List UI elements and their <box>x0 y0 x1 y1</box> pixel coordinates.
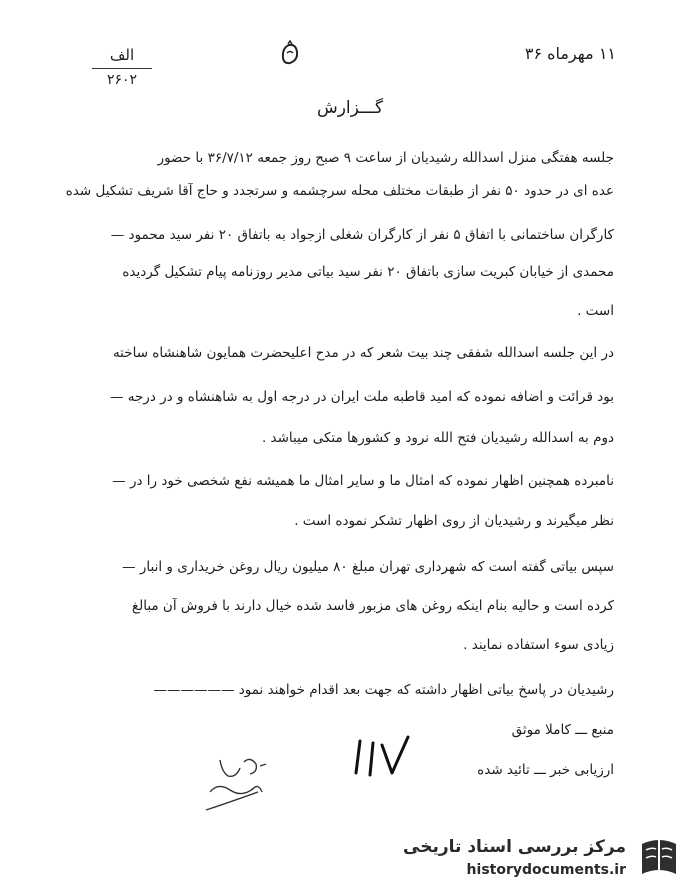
body-line: زیادی سوء استفاده نمایند . <box>463 637 614 653</box>
classification-rule <box>92 68 152 69</box>
body-line: است . <box>577 303 614 319</box>
body-line: سپس بیاتی گفته است که شهرداری تهران مبلغ ۸۰ میلیون ریال روغن خریداری و انبار — <box>122 559 614 575</box>
document-title: گـــزارش <box>316 98 384 118</box>
handwritten-number-signature <box>352 733 412 779</box>
body-line: نظر میگیرند و رشیدیان از روی اظهار تشکر نموده است . <box>294 513 614 529</box>
classification-block <box>92 46 152 88</box>
source-line: منبع ـــ کاملا موثق <box>511 722 614 738</box>
body-line: جلسه هفتگی منزل اسدالله رشیدیان از ساعت ۹ صبح روز جمعه ۳۶/۷/۱۲ با حضور <box>157 150 614 166</box>
body-line: نامبرده همچنین اظهار نموده که امثال ما و سایر امثال ما همیشه نفع شخصی خود را در — <box>112 473 614 489</box>
watermark-url: historydocuments.ir <box>466 862 626 878</box>
body-line: بود قرائت و اضافه نموده که امید قاطبه ملت ایران در درجه اول به شاهنشاه و در درجه — <box>109 389 614 405</box>
watermark-text <box>403 836 626 878</box>
evaluation-line: ارزیابی خبر ـــ تائید شده <box>477 762 614 778</box>
body-line: کارگران ساختمانی با اتفاق ۵ نفر از کارگران شغلی ازجواد به باتفاق ۲۰ نفر سید محمود — <box>110 227 614 243</box>
body-line: رشیدیان در پاسخ بیاتی اظهار داشته که جهت بعد اقدام خواهند نمود —————— <box>153 682 614 698</box>
emblem-icon <box>279 40 301 68</box>
body-line: در این جلسه اسدالله شفقی چند بیت شعر که در مدح اعلیحضرت همایون شاهنشاه ساخته <box>112 345 614 361</box>
body-line: کرده است و حالیه بنام اینکه روغن های مزبور فاسد شده خیال دارند با فروش آن مبالغ <box>131 598 614 614</box>
archive-logo-icon <box>634 834 684 884</box>
handwritten-initials <box>200 752 280 814</box>
document-date: ۱۱ مهرماه ۳۶ <box>524 44 616 63</box>
classification-letter: الف <box>109 46 135 64</box>
body-line: محمدی از خیابان کبریت سازی باتفاق ۲۰ نفر سید بیاتی مدیر روزنامه پیام تشکیل گردیده <box>122 264 614 280</box>
body-line: عده ای در حدود ۵۰ نفر از طبقات مختلف محله سرچشمه و سرتجدد و حاج آقا شریف تشکیل شده <box>65 183 614 199</box>
document-number: ۲۶۰۲ <box>106 72 138 88</box>
watermark-name: مرکز بررسی اسناد تاریخی <box>403 837 626 857</box>
body-line: دوم به اسدالله رشیدیان فتح الله نرود و کشورها متکی میباشد . <box>261 430 614 446</box>
